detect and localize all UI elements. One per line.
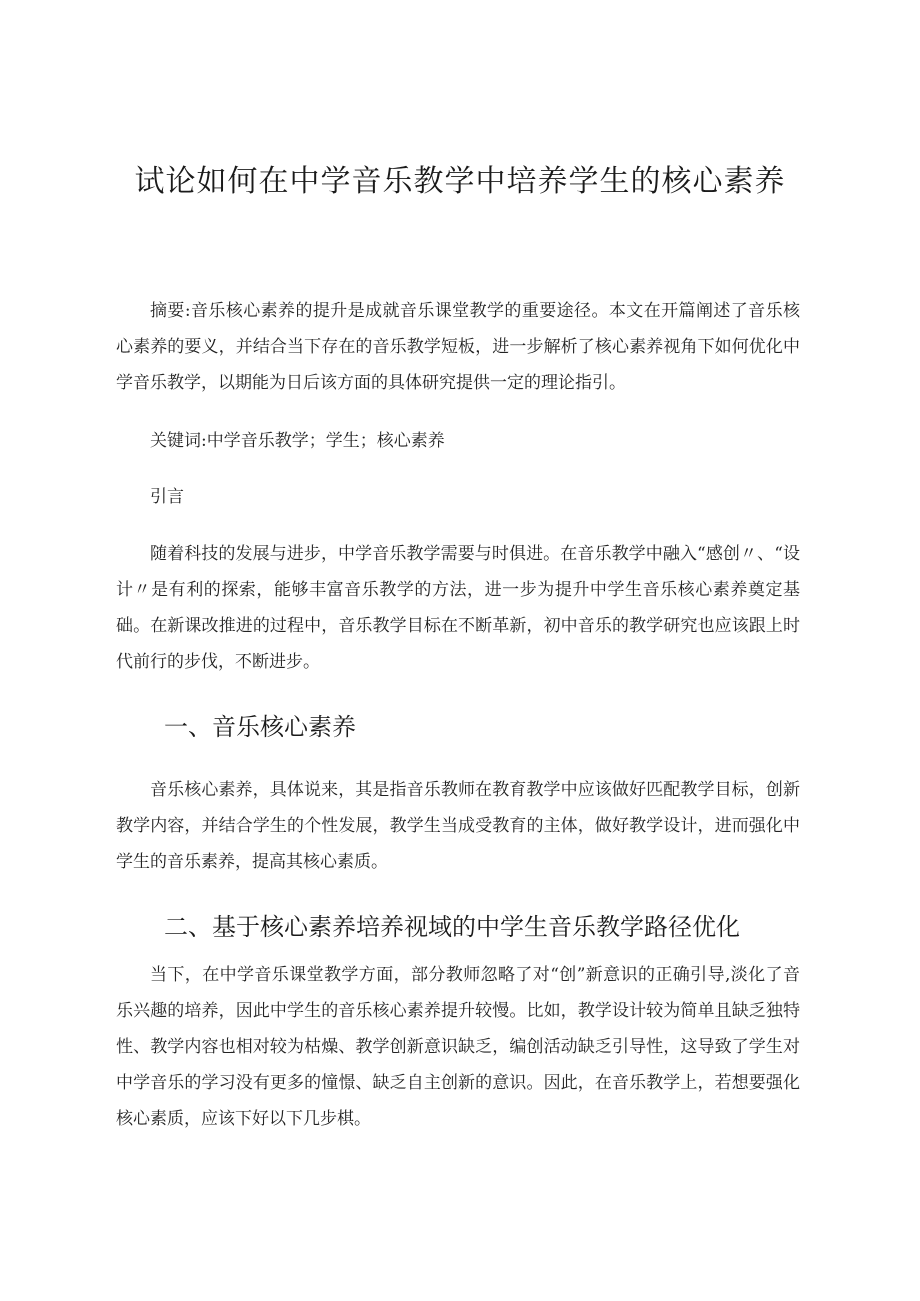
section1-paragraph: 音乐核心素养，具体说来，其是指音乐教师在教育教学中应该做好匹配教学目标，创新教学内容，并结合学生的个性发展，教学生当成受教育的主体，做好教学设计，进而强化中学生的音乐素养，提高其核心素质。 [116,780,800,872]
document-title: 试论如何在中学音乐教学中培养学生的核心素养 [134,164,786,199]
section1-block [116,772,800,880]
abstract-label: 摘要: [150,301,191,321]
keywords-block [116,423,800,459]
section1-heading: 一、音乐核心素养 [164,713,356,741]
abstract-paragraph [116,293,800,401]
intro-paragraph: 随着科技的发展与进步，中学音乐教学需要与时俱进。在音乐教学中融入“感创〃、“设计〃是有利的探索，能够丰富音乐教学的方法，进一步为提升中学生音乐核心素养奠定基础。在新课改推进的过程中，音乐教学目标在不断革新，初中音乐的教学研究也应该跟上时代前行的步伐，不断进步。 [116,544,800,672]
intro-block [116,536,800,680]
abstract-block [116,293,800,401]
section2-paragraph: 当下，在中学音乐课堂教学方面，部分教师忽略了对“创”新意识的正确引导,淡化了音乐兴趣的培养，因此中学生的音乐核心素养提升较慢。比如，教学设计较为简单且缺乏独特性、教学内容也相对较为枯燥、教学创新意识缺乏，编创活动缺乏引导性，这导致了学生对中学音乐的学习没有更多的憧憬、缺乏自主创新的意识。因此，在音乐教学上，若想要强化核心素质，应该下好以下几步棋。 [116,965,800,1129]
intro-heading-block [116,479,800,515]
section2-heading: 二、基于核心素养培养视域的中学生音乐教学路径优化 [164,913,740,941]
keywords-label: 关键词: [150,431,207,451]
section2-block [116,957,800,1137]
abstract-text: 音乐核心素养的提升是成就音乐课堂教学的重要途径。本文在开篇阐述了音乐核心素养的要义，并结合当下存在的音乐教学短板，进一步解析了核心素养视角下如何优化中学音乐教学，以期能为日后该方面的具体研究提供一定的理论指引。 [116,301,801,393]
keywords-paragraph [116,423,800,459]
intro-heading: 引言 [150,487,184,507]
keywords-text: 中学音乐教学；学生；核心素养 [206,431,445,451]
